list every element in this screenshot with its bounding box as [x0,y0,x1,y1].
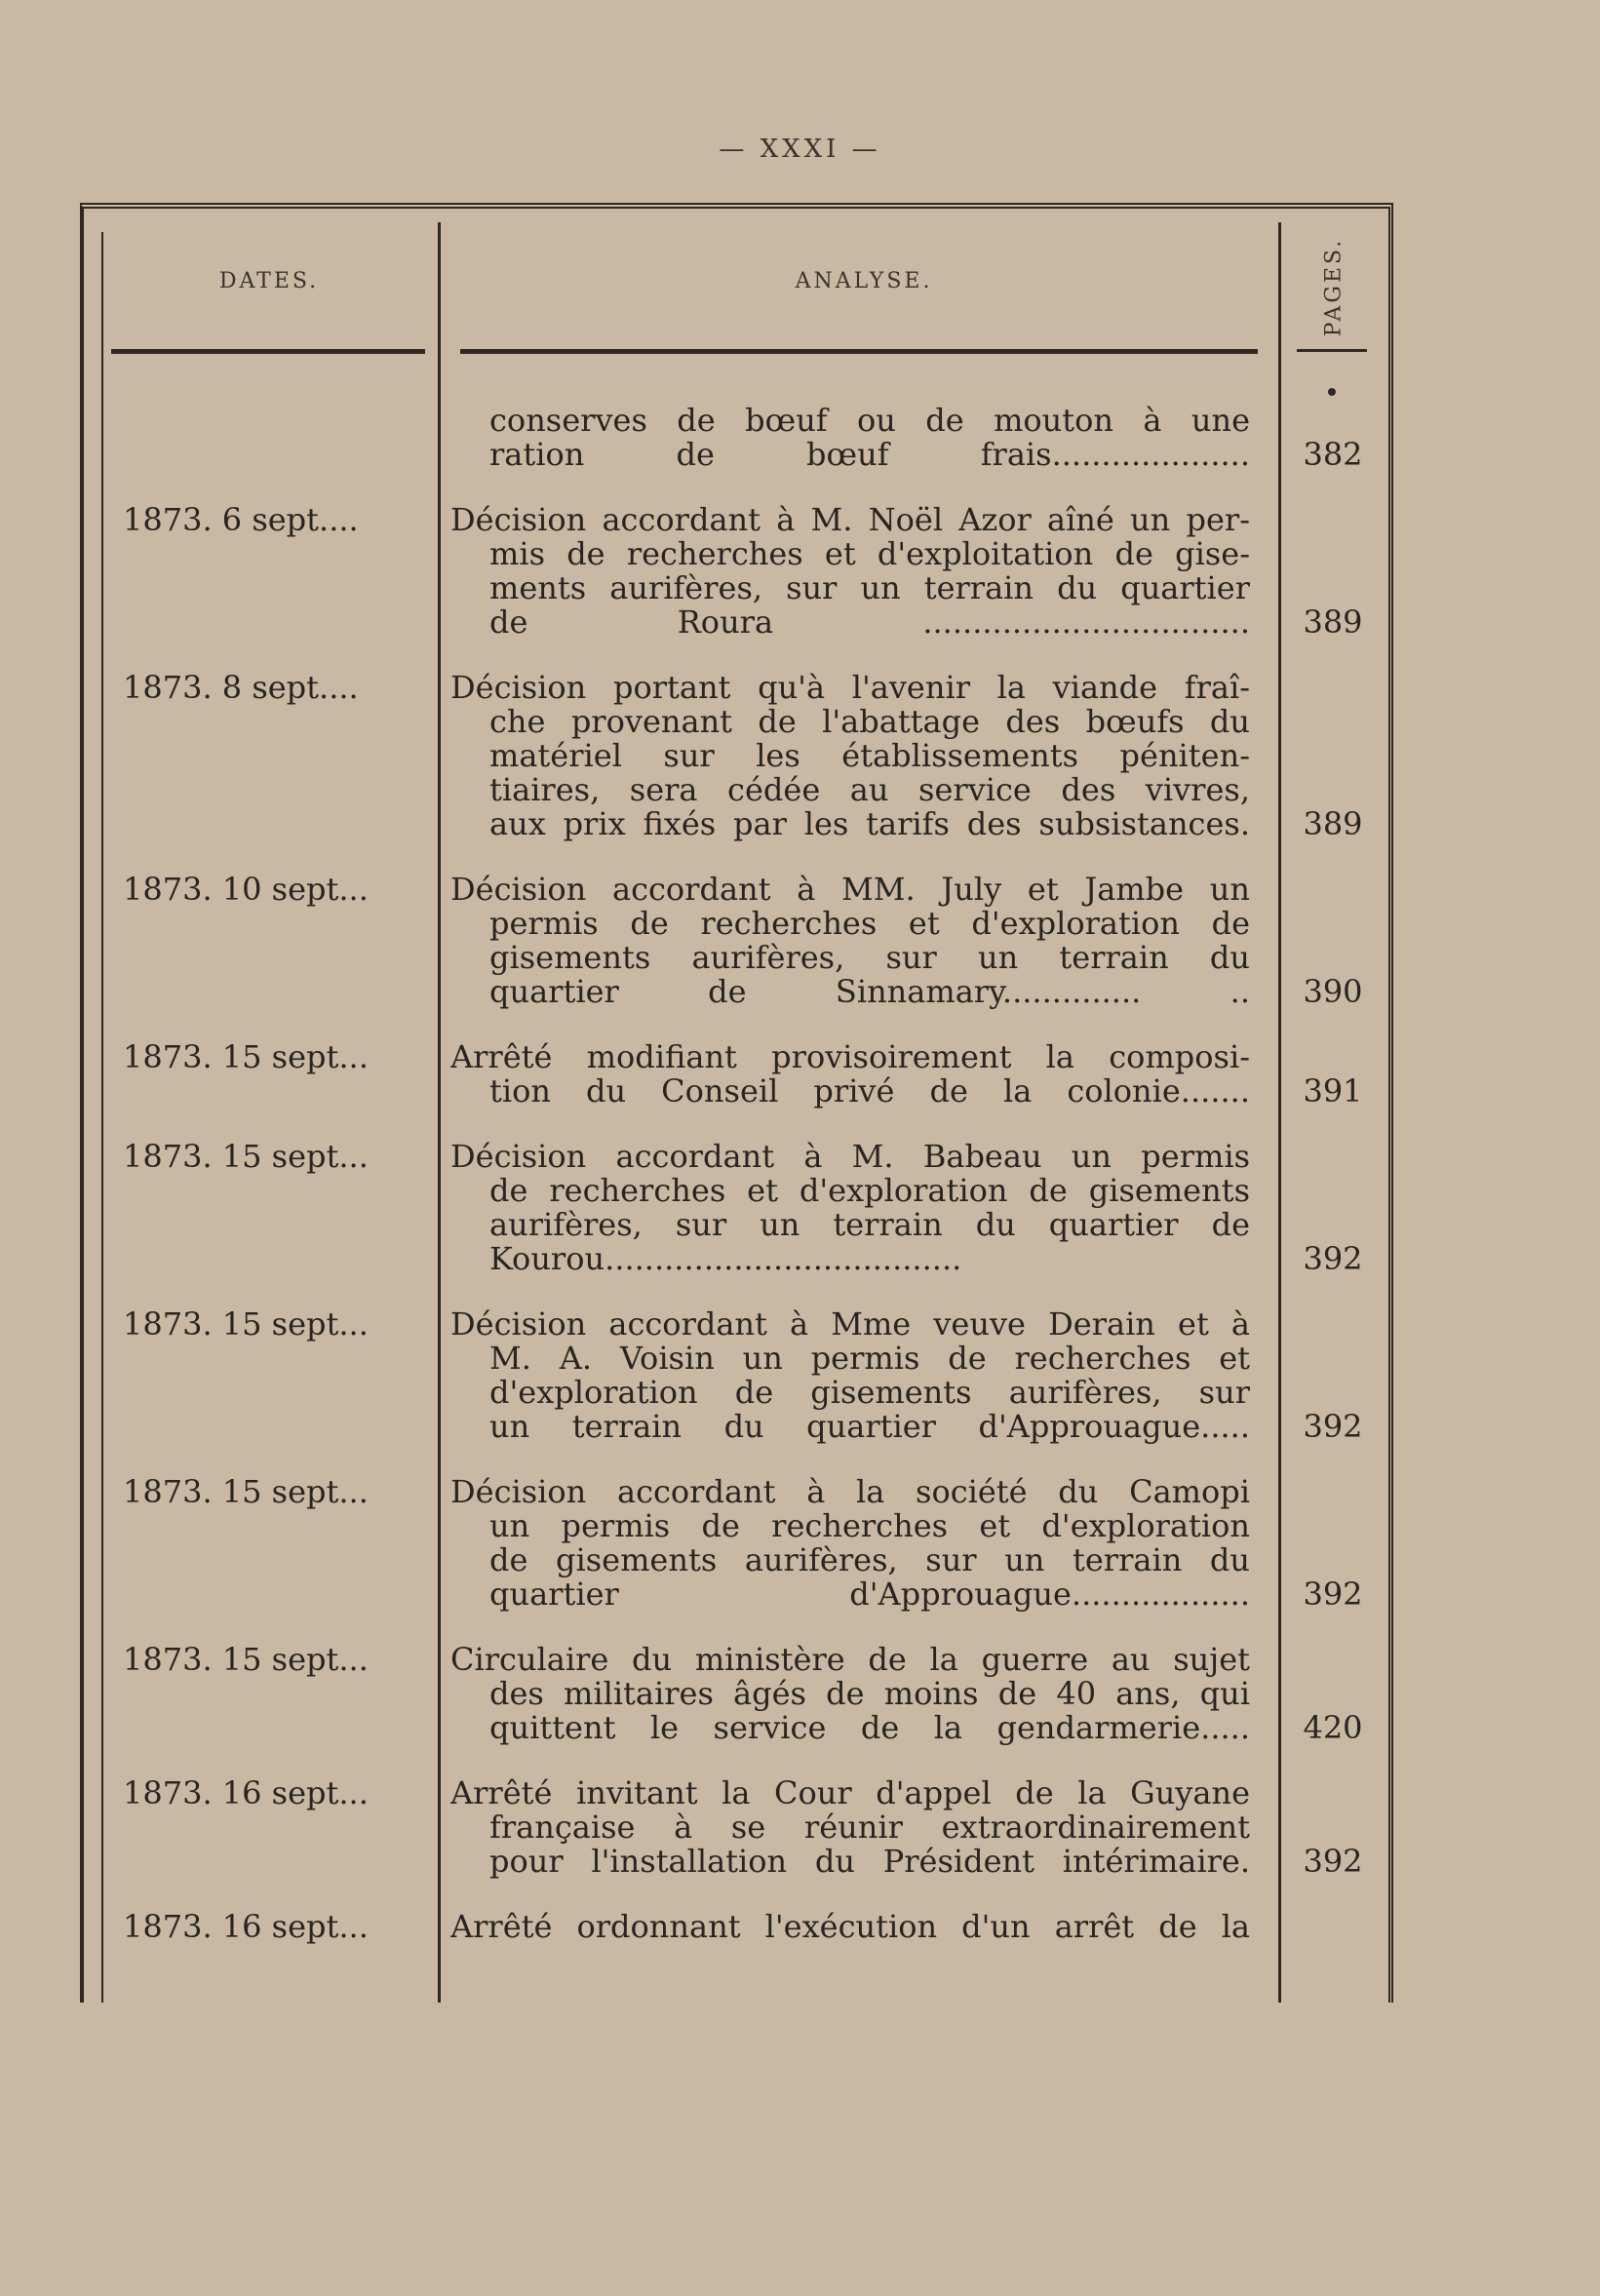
entry-date: 1873. 15 sept... [123,1641,369,1678]
analysis-line: Arrêté modifiant provisoirement la composi- [450,1040,1250,1074]
entry-analysis [450,1643,1250,1745]
analysis-line: matériel sur les établissements péniten- [489,739,1250,773]
entry-date: 1873. 15 sept... [123,1305,369,1343]
page-number: — XXXI — [719,135,881,164]
entry-analysis [450,404,1250,472]
entry-date: 1873. 15 sept... [123,1473,369,1510]
entry-analysis [450,1140,1250,1276]
entry-analysis [450,1475,1250,1612]
table-row [84,671,1388,841]
entry-page: 420 [1303,1709,1363,1746]
table-row [84,1307,1388,1444]
analysis-line: quittent le service de la gendarmerie..... [489,1711,1250,1745]
header-rule-dates [111,349,425,354]
entry-page: 392 [1303,1408,1363,1445]
entry-date: 1873. 8 sept.... [123,669,359,706]
table-row [84,1140,1388,1276]
analysis-line: pour l'installation du Président intérimaire. [489,1845,1250,1879]
header-pages-label: PAGES. [1321,237,1346,336]
table-row [84,1776,1388,1879]
analysis-line: ration de bœuf frais.................... [489,438,1250,472]
analysis-line: de gisements aurifères, sur un terrain du [489,1543,1250,1577]
entry-list [84,404,1388,1975]
entry-date: 1873. 6 sept.... [123,501,359,538]
entry-date: 1873. 15 sept... [123,1038,369,1075]
entry-analysis [450,1910,1250,1944]
entry-analysis [450,503,1250,640]
analysis-line: Décision accordant à M. Babeau un permis [450,1140,1250,1174]
entry-analysis [450,1776,1250,1879]
analysis-line: aurifères, sur un terrain du quartier de [489,1208,1250,1242]
table-row [84,1643,1388,1745]
analysis-line: quartier d'Approuague.................. [489,1577,1250,1612]
header-rule-pages [1297,349,1367,352]
analysis-line: tiaires, sera cédée au service des vivres, [489,773,1250,807]
analysis-line: aux prix fixés par les tarifs des subsistances. [489,807,1250,841]
header-rule-analyse [460,349,1258,354]
analysis-line: un terrain du quartier d'Approuague..... [489,1410,1250,1444]
analysis-line: permis de recherches et d'exploration de [489,907,1250,941]
table-row [84,1040,1388,1109]
entry-page: 391 [1303,1072,1363,1109]
table-row [84,503,1388,640]
analysis-line: des militaires âgés de moins de 40 ans, qui [489,1677,1250,1711]
analysis-line: Arrêté ordonnant l'exécution d'un arrêt de la [450,1910,1250,1944]
table-row [84,1910,1388,1944]
header-analyse: ANALYSE. [795,269,933,293]
analysis-line: M. A. Voisin un permis de recherches et [489,1342,1250,1376]
pages-bullet [1328,388,1336,396]
entry-date: 1873. 16 sept... [123,1908,369,1945]
index-table [80,203,1393,2003]
analysis-line: de Roura ................................. [489,605,1250,640]
entry-page: 382 [1303,436,1363,473]
analysis-line: Arrêté invitant la Cour d'appel de la Guyane [450,1776,1250,1810]
analysis-line: d'exploration de gisements aurifères, sur [489,1376,1250,1410]
table-row [84,1475,1388,1612]
entry-analysis [450,1040,1250,1109]
entry-page: 389 [1303,805,1363,842]
header-dates: DATES. [218,269,320,293]
analysis-line: Décision accordant à MM. July et Jambe un [450,873,1250,907]
entry-analysis [450,873,1250,1009]
analysis-line: Décision accordant à M. Noël Azor aîné un per- [450,503,1250,537]
analysis-line: che provenant de l'abattage des bœufs du [489,705,1250,739]
analysis-line: Kourou.................................... [489,1242,962,1276]
entry-page: 392 [1303,1843,1363,1880]
analysis-line: quartier de Sinnamary.............. .. [489,975,1250,1009]
entry-page: 392 [1303,1240,1363,1277]
header-pages [1285,238,1383,335]
analysis-line: gisements aurifères, sur un terrain du [489,941,1250,975]
analysis-line: ments aurifères, sur un terrain du quartier [489,571,1250,605]
analysis-line: un permis de recherches et d'exploration [489,1509,1250,1543]
entry-date: 1873. 10 sept... [123,871,369,908]
entry-analysis [450,671,1250,841]
entry-page: 390 [1303,973,1363,1010]
analysis-line: conserves de bœuf ou de mouton à une [489,404,1250,438]
entry-date: 1873. 15 sept... [123,1138,369,1175]
analysis-line: Décision accordant à Mme veuve Derain et à [450,1307,1250,1342]
table-row [84,404,1388,472]
analysis-line: française à se réunir extraordinairement [489,1810,1250,1845]
analysis-line: Décision accordant à la société du Camopi [450,1475,1250,1509]
analysis-line: de recherches et d'exploration de gisements [489,1174,1250,1208]
analysis-line: tion du Conseil privé de la colonie....... [489,1074,1250,1109]
analysis-line: Circulaire du ministère de la guerre au sujet [450,1643,1250,1677]
entry-date: 1873. 16 sept... [123,1774,369,1811]
entry-page: 392 [1303,1576,1363,1613]
table-row [84,873,1388,1009]
entry-analysis [450,1307,1250,1444]
analysis-line: mis de recherches et d'exploitation de gise- [489,537,1250,571]
entry-page: 389 [1303,603,1363,641]
analysis-line: Décision portant qu'à l'avenir la viande fraî- [450,671,1250,705]
